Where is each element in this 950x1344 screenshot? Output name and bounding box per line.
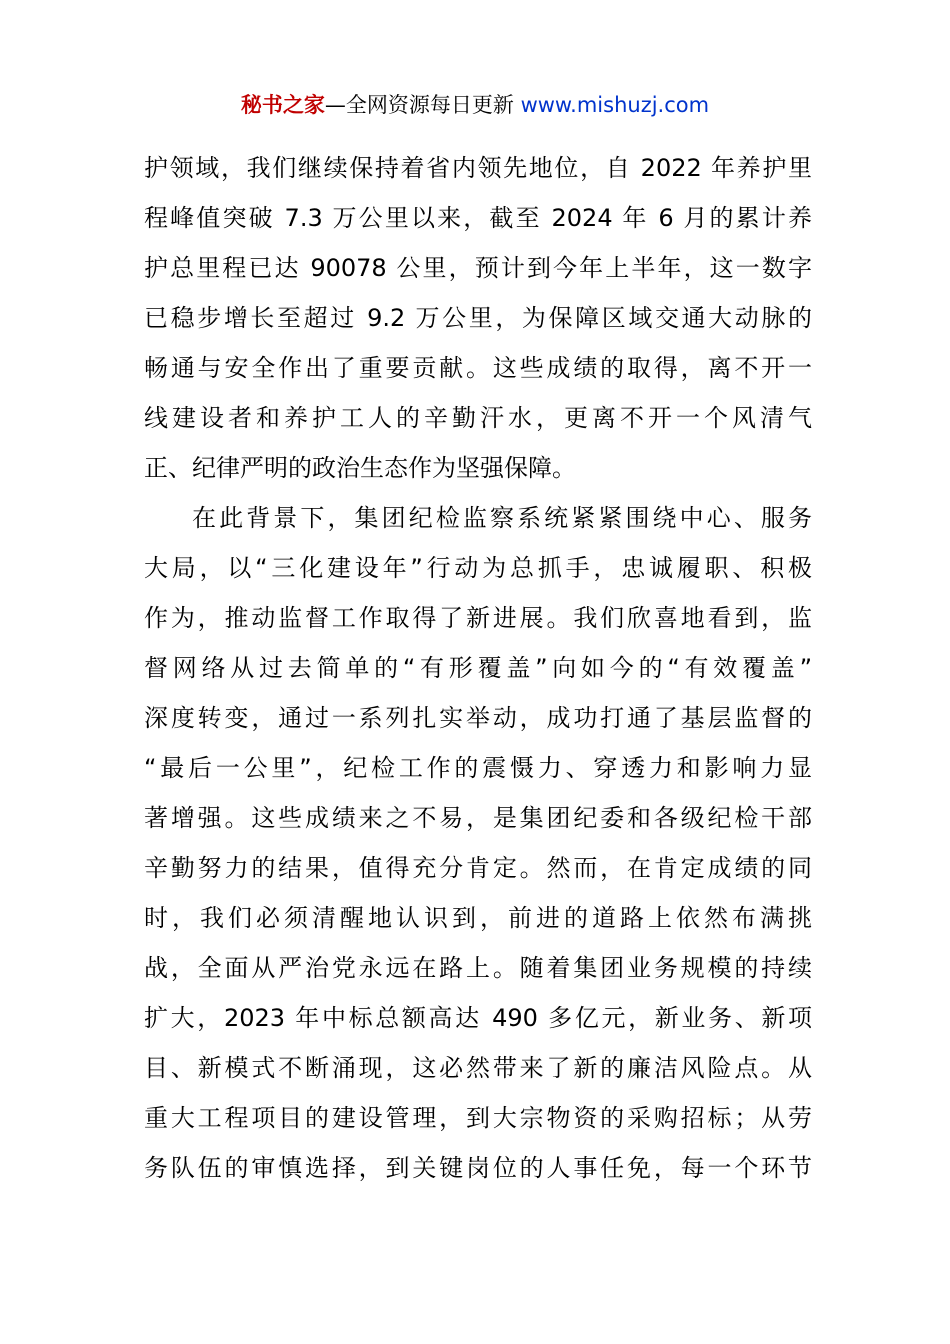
text-line: 护总里程已达 90078 公里，预计到今年上半年，这一数字 [144,254,812,282]
text-line: 战，全面从严治党永远在路上。随着集团业务规模的持续 [144,954,812,982]
text-line: 护领域，我们继续保持着省内领先地位，自 2022 年养护里 [144,154,812,182]
text-line: 深度转变，通过一系列扎实举动，成功打通了基层监督的 [144,704,812,732]
text-line: “最后一公里”，纪检工作的震慑力、穿透力和影响力显 [144,754,812,782]
text-line: 正、纪律严明的政治生态作为坚强保障。 [144,454,576,482]
text-line: 程峰值突破 7.3 万公里以来，截至 2024 年 6 月的累计养 [144,204,812,232]
text-line: 辛勤努力的结果，值得充分肯定。然而，在肯定成绩的同 [144,854,812,882]
site-tagline: —全网资源每日更新 [324,93,521,117]
site-brand: 秘书之家 [240,93,325,117]
site-url[interactable]: www.mishuzj.com [520,93,710,117]
text-line: 著增强。这些成绩来之不易，是集团纪委和各级纪检干部 [144,804,812,832]
text-line: 线建设者和养护工人的辛勤汗水，更离不开一个风清气 [144,404,812,432]
text-line: 已稳步增长至超过 9.2 万公里，为保障区域交通大动脉的 [144,304,812,332]
text-line: 督网络从过去简单的“有形覆盖”向如今的“有效覆盖” [144,654,812,682]
text-line: 畅通与安全作出了重要贡献。这些成绩的取得，离不开一 [144,354,812,382]
document-body [144,143,812,1193]
page-header [0,89,950,121]
text-line: 时，我们必须清醒地认识到，前进的道路上依然布满挑 [144,904,812,932]
text-line: 作为，推动监督工作取得了新进展。我们欣喜地看到，监 [144,604,812,632]
text-line: 务队伍的审慎选择，到关键岗位的人事任免，每一个环节 [144,1154,812,1182]
text-line: 大局，以“三化建设年”行动为总抓手，忠诚履职、积极 [144,554,812,582]
text-line: 目、新模式不断涌现，这必然带来了新的廉洁风险点。从 [144,1054,812,1082]
paragraph-first-line: 在此背景下，集团纪检监察系统紧紧围绕中心、服务 [192,504,812,532]
text-line: 重大工程项目的建设管理，到大宗物资的采购招标；从劳 [144,1104,812,1132]
text-line: 扩大，2023 年中标总额高达 490 多亿元，新业务、新项 [144,1004,812,1032]
